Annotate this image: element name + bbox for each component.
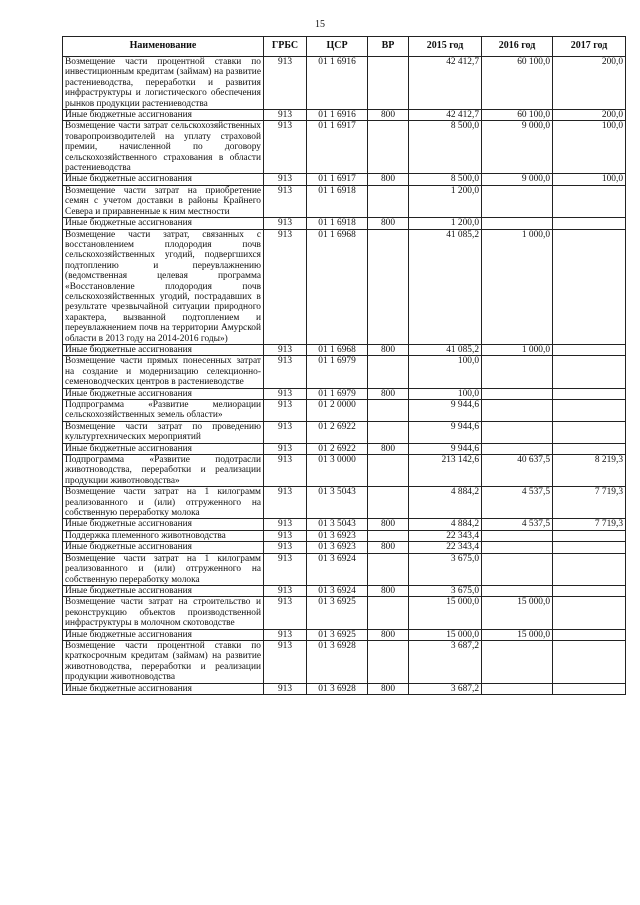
table-row [63,519,626,530]
cell-2016: 4 537,5 [482,487,553,519]
cell-csr: 01 3 5043 [307,519,368,530]
table-row [63,356,626,388]
cell-csr: 01 2 0000 [307,400,368,422]
cell-csr: 01 1 6979 [307,388,368,399]
cell-2017: 200,0 [553,110,626,121]
cell-2016 [482,683,553,694]
table-row [63,110,626,121]
cell-vr: 800 [368,388,409,399]
table-row [63,443,626,454]
cell-grbs: 913 [264,121,307,174]
cell-2016 [482,553,553,585]
table-row [63,455,626,487]
cell-vr [368,530,409,541]
cell-2017: 100,0 [553,121,626,174]
cell-2016 [482,443,553,454]
cell-name: Возмещение части процентной ставки по инвестиционным кредитам (займам) на развитие растениеводства, переработки и развития инфраструктуры и логистического обеспечения рынков продукции растениеводства [63,57,264,110]
table-row [63,121,626,174]
cell-2016: 15 000,0 [482,629,553,640]
cell-vr [368,640,409,683]
cell-vr: 800 [368,174,409,185]
cell-vr [368,185,409,217]
page-number: 15 [315,19,325,30]
cell-2016 [482,400,553,422]
table-row [63,174,626,185]
table-row [63,400,626,422]
header-name: Наименование [63,37,264,57]
cell-csr: 01 3 5043 [307,487,368,519]
cell-2016 [482,185,553,217]
cell-csr: 01 1 6917 [307,174,368,185]
table-row [63,530,626,541]
table-row [63,487,626,519]
table-row [63,640,626,683]
cell-grbs: 913 [264,400,307,422]
cell-2015: 15 000,0 [409,629,482,640]
cell-csr: 01 3 6925 [307,629,368,640]
cell-name: Иные бюджетные ассигнования [63,344,264,355]
cell-name: Возмещение части затрат на 1 килограмм реализованного и (или) отгруженного на собственную переработку молока [63,487,264,519]
cell-2016: 40 637,5 [482,455,553,487]
cell-csr: 01 1 6916 [307,57,368,110]
cell-2017 [553,421,626,443]
cell-csr: 01 3 6923 [307,530,368,541]
cell-2016: 60 100,0 [482,110,553,121]
cell-grbs: 913 [264,597,307,629]
cell-grbs: 913 [264,640,307,683]
header-grbs: ГРБС [264,37,307,57]
cell-2016 [482,388,553,399]
cell-2015: 100,0 [409,356,482,388]
cell-2016 [482,640,553,683]
cell-2016: 4 537,5 [482,519,553,530]
cell-grbs: 913 [264,421,307,443]
cell-grbs: 913 [264,585,307,596]
cell-csr: 01 3 6924 [307,553,368,585]
cell-2015: 41 085,2 [409,344,482,355]
cell-2017 [553,629,626,640]
cell-2015: 1 200,0 [409,218,482,229]
table-row [63,585,626,596]
cell-grbs: 913 [264,185,307,217]
cell-name: Иные бюджетные ассигнования [63,174,264,185]
cell-2017: 200,0 [553,57,626,110]
cell-grbs: 913 [264,443,307,454]
cell-name: Иные бюджетные ассигнования [63,218,264,229]
cell-2015: 213 142,6 [409,455,482,487]
table-row [63,229,626,344]
cell-2015: 42 412,7 [409,110,482,121]
cell-grbs: 913 [264,174,307,185]
cell-2017: 7 719,3 [553,519,626,530]
cell-2017 [553,542,626,553]
cell-vr [368,553,409,585]
cell-2017: 100,0 [553,174,626,185]
cell-name: Подпрограмма «Развитие подотрасли животноводства, переработки и реализации продукции животноводства» [63,455,264,487]
cell-grbs: 913 [264,344,307,355]
cell-2016 [482,542,553,553]
cell-csr: 01 3 6925 [307,597,368,629]
cell-2015: 9 944,6 [409,421,482,443]
cell-name: Возмещение части затрат, связанных с восстановлением плодородия почв сельскохозяйственных угодий, подвергшихся подтоплению и переувлажнению (ведомственная целевая программа «Восстановление плодородия почв сельскохозяйственных угодий, пострадавших в результате чрезвычайной ситуации природного характера, вызванной подтоплением и переувлажнением почв на территории Амурской области в 2013 году на 2014-2016 годы») [63,229,264,344]
cell-name: Возмещение части затрат на приобретение семян с учетом доставки в районы Крайнего Севера и приравненные к ним местности [63,185,264,217]
cell-2017 [553,553,626,585]
cell-grbs: 913 [264,218,307,229]
table-row [63,218,626,229]
cell-name: Иные бюджетные ассигнования [63,443,264,454]
cell-grbs: 913 [264,519,307,530]
cell-2017 [553,530,626,541]
cell-csr: 01 1 6917 [307,121,368,174]
cell-name: Иные бюджетные ассигнования [63,388,264,399]
cell-2016 [482,421,553,443]
cell-vr [368,229,409,344]
cell-2016: 9 000,0 [482,174,553,185]
table-row [63,388,626,399]
cell-vr [368,455,409,487]
cell-name: Поддержка племенного животноводства [63,530,264,541]
cell-csr: 01 1 6968 [307,344,368,355]
cell-2017: 7 719,3 [553,487,626,519]
cell-vr: 800 [368,542,409,553]
cell-2015: 9 944,6 [409,443,482,454]
cell-2016: 15 000,0 [482,597,553,629]
cell-name: Возмещение части процентной ставки по краткосрочным кредитам (займам) на развитие животноводства, переработки и реализации продукции животноводства [63,640,264,683]
header-2015: 2015 год [409,37,482,57]
cell-2015: 42 412,7 [409,57,482,110]
cell-vr: 800 [368,218,409,229]
cell-vr: 800 [368,344,409,355]
cell-csr: 01 1 6918 [307,185,368,217]
cell-csr: 01 1 6918 [307,218,368,229]
cell-2015: 22 343,4 [409,530,482,541]
cell-2016 [482,218,553,229]
cell-vr: 800 [368,443,409,454]
cell-name: Возмещение части затрат по проведению культуртехнических мероприятий [63,421,264,443]
cell-vr: 800 [368,519,409,530]
cell-2015: 15 000,0 [409,597,482,629]
table-row [63,629,626,640]
table-row [63,542,626,553]
cell-2015: 9 944,6 [409,400,482,422]
header-2016: 2016 год [482,37,553,57]
cell-2017 [553,443,626,454]
cell-vr: 800 [368,585,409,596]
cell-name: Иные бюджетные ассигнования [63,629,264,640]
cell-2017: 8 219,3 [553,455,626,487]
cell-name: Возмещение части затрат сельскохозяйственных товаропроизводителей на уплату страховой премии, начисленной по договору сельскохозяйственного страхования в области растениеводства [63,121,264,174]
cell-csr: 01 3 6924 [307,585,368,596]
cell-vr: 800 [368,629,409,640]
cell-name: Иные бюджетные ассигнования [63,585,264,596]
cell-2016: 1 000,0 [482,344,553,355]
cell-2015: 41 085,2 [409,229,482,344]
cell-2015: 4 884,2 [409,487,482,519]
cell-name: Иные бюджетные ассигнования [63,110,264,121]
cell-2015: 3 675,0 [409,553,482,585]
cell-grbs: 913 [264,542,307,553]
cell-name: Подпрограмма «Развитие мелиорации сельскохозяйственных земель области» [63,400,264,422]
cell-name: Иные бюджетные ассигнования [63,519,264,530]
cell-csr: 01 3 6928 [307,683,368,694]
cell-name: Возмещение части затрат на 1 килограмм реализованного и (или) отгруженного на собственную переработку молока [63,553,264,585]
cell-2016: 1 000,0 [482,229,553,344]
cell-vr [368,400,409,422]
cell-2016: 60 100,0 [482,57,553,110]
cell-vr [368,57,409,110]
header-vr: ВР [368,37,409,57]
cell-2015: 3 675,0 [409,585,482,596]
budget-table [62,36,626,695]
cell-csr: 01 2 6922 [307,443,368,454]
cell-2017 [553,229,626,344]
cell-vr [368,597,409,629]
cell-2016 [482,585,553,596]
cell-grbs: 913 [264,455,307,487]
header-csr: ЦСР [307,37,368,57]
cell-csr: 01 1 6968 [307,229,368,344]
table-row [63,344,626,355]
cell-2015: 3 687,2 [409,683,482,694]
table-row [63,185,626,217]
cell-grbs: 913 [264,530,307,541]
table-row [63,683,626,694]
cell-2017 [553,356,626,388]
cell-2016: 9 000,0 [482,121,553,174]
cell-2015: 8 500,0 [409,174,482,185]
table-row [63,57,626,110]
cell-2017 [553,388,626,399]
cell-grbs: 913 [264,629,307,640]
cell-csr: 01 3 6928 [307,640,368,683]
cell-2017 [553,400,626,422]
cell-vr: 800 [368,110,409,121]
header-2017: 2017 год [553,37,626,57]
cell-csr: 01 1 6979 [307,356,368,388]
cell-grbs: 913 [264,229,307,344]
table-row [63,553,626,585]
cell-grbs: 913 [264,487,307,519]
cell-2017 [553,683,626,694]
table-row [63,597,626,629]
cell-grbs: 913 [264,683,307,694]
cell-2017 [553,218,626,229]
cell-2016 [482,356,553,388]
cell-2017 [553,585,626,596]
cell-2017 [553,597,626,629]
cell-name: Возмещение части затрат на строительство и реконструкцию объектов производственной инфраструктуры в молочном скотоводстве [63,597,264,629]
cell-grbs: 913 [264,110,307,121]
cell-2017 [553,185,626,217]
cell-grbs: 913 [264,388,307,399]
cell-csr: 01 3 6923 [307,542,368,553]
cell-2015: 22 343,4 [409,542,482,553]
table-header-row [63,37,626,57]
cell-name: Иные бюджетные ассигнования [63,683,264,694]
cell-csr: 01 1 6916 [307,110,368,121]
cell-2015: 3 687,2 [409,640,482,683]
cell-grbs: 913 [264,57,307,110]
cell-name: Возмещение части прямых понесенных затрат на создание и модернизацию селекционно-семеноводческих центров в растениеводстве [63,356,264,388]
cell-2016 [482,530,553,541]
cell-2015: 4 884,2 [409,519,482,530]
cell-grbs: 913 [264,553,307,585]
cell-name: Иные бюджетные ассигнования [63,542,264,553]
cell-csr: 01 2 6922 [307,421,368,443]
cell-2015: 1 200,0 [409,185,482,217]
cell-vr [368,421,409,443]
cell-2015: 8 500,0 [409,121,482,174]
table-row [63,421,626,443]
cell-vr [368,121,409,174]
cell-grbs: 913 [264,356,307,388]
cell-2017 [553,640,626,683]
cell-vr [368,487,409,519]
cell-vr: 800 [368,683,409,694]
cell-2015: 100,0 [409,388,482,399]
cell-csr: 01 3 0000 [307,455,368,487]
table-body [63,57,626,695]
cell-2017 [553,344,626,355]
cell-vr [368,356,409,388]
